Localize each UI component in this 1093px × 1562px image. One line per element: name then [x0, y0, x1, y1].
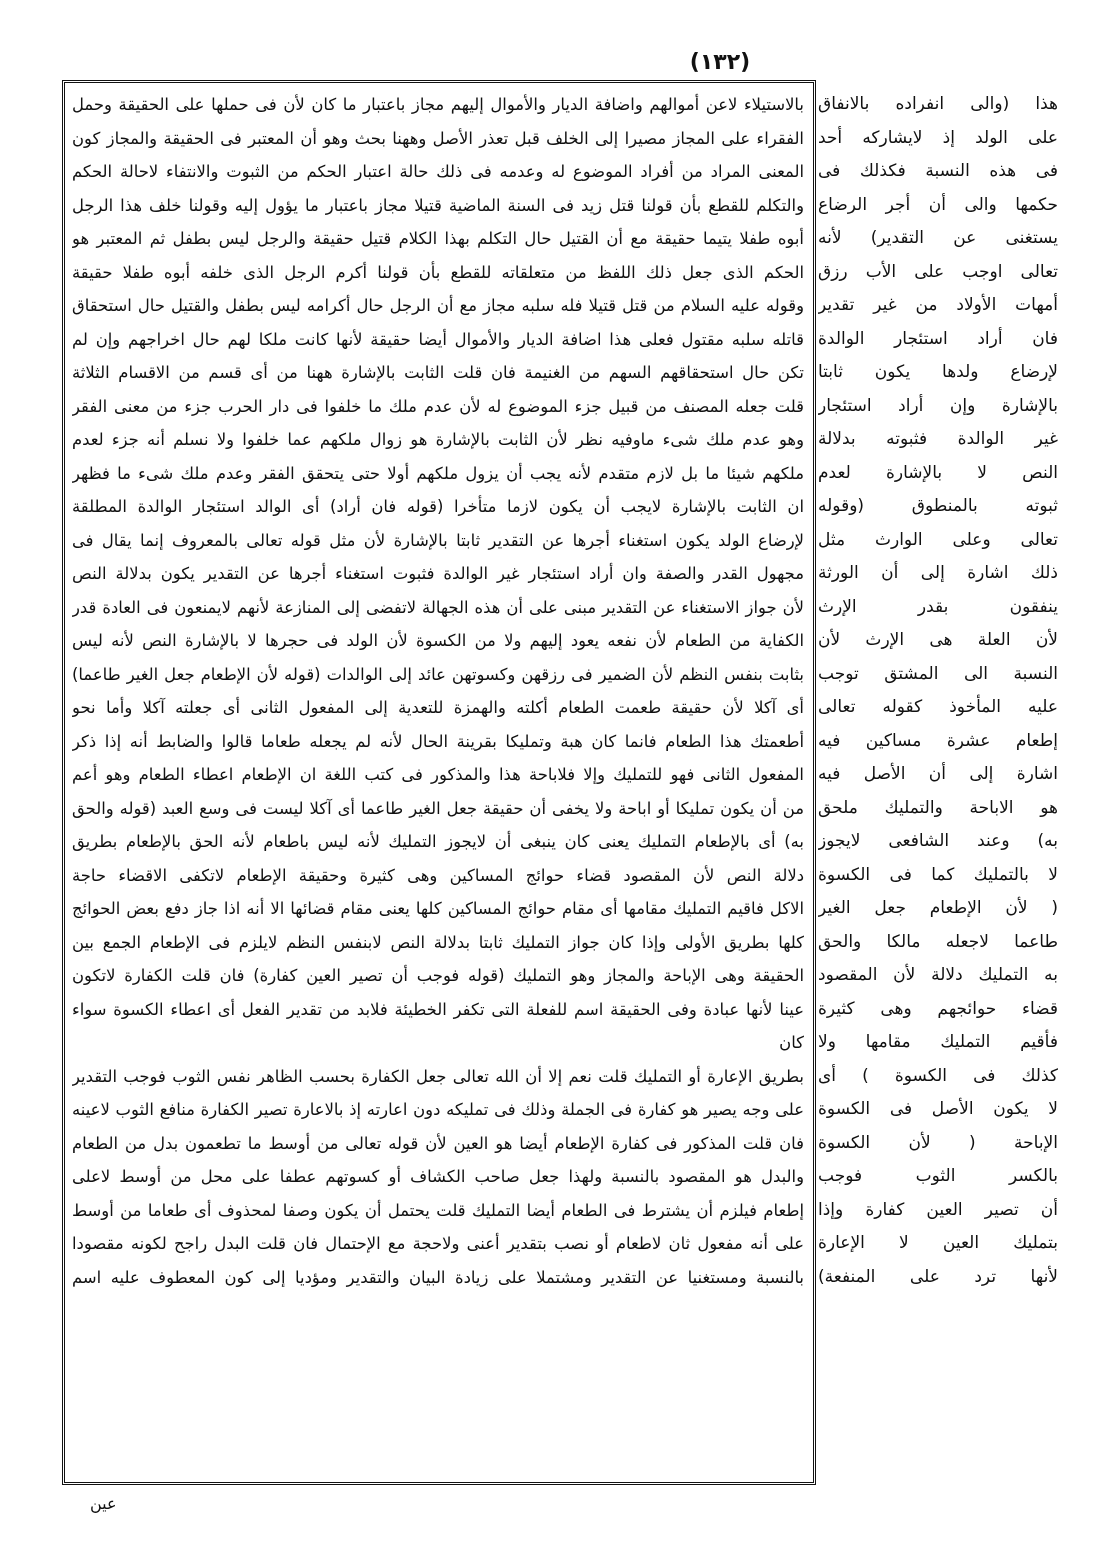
- commentary-line: الفقراء على المجاز مصيرا إلى الخلف قبل تعذر الأصل وههنا بحث وهو أن المعتبر فى الحقيقة والمجاز كون: [72, 128, 804, 148]
- commentary-line: المفعول الثانى فهو للتمليك وإلا فلاباحة هذا والمذكور فى كتب اللغة ان الإطعام اعطاء الطعام وهو أعم: [72, 765, 804, 784]
- marginal-line: غير الوالدة فثبوته بدلالة: [818, 429, 1058, 449]
- commentary-line: تكن حال استحقاقهم السهم من الغنيمة فان قلت الثابت بالإشارة ههنا من أى قسم من الاقسام الثلاثة: [72, 363, 804, 382]
- marginal-line: هذا (والى انفراده بالانفاق: [818, 94, 1058, 114]
- marginal-line: بالكسر الثوب فوجب: [818, 1166, 1058, 1186]
- commentary-line: أطعمتك هذا الطعام فانما كان هبة وتمليكا بقرينة الحال لأنه لم يجعله طعاما قالوا والضابط أنه إذا ذكر: [72, 731, 804, 751]
- page-number: (١٣٢): [689, 50, 751, 75]
- commentary-line: على وجه يصير هو كفارة فى الجملة وذلك فى تمليكه دون اعارته إذ بالاعارة تصير الكفارة منافع الثوب لاعينه: [72, 1100, 804, 1119]
- marginal-line: كذلك فى الكسوة ) أى: [818, 1065, 1058, 1086]
- commentary-line: المعنى المراد من أفراد الموضوع له وعدمه فى ذلك حالة اعتبار الحكم من الثبوت والانتفاء لاحالة الحكم: [72, 162, 804, 181]
- commentary-line: بثابت بنفس النظم لأن الضمير فى رزقهن وكسوتهن عائد إلى الوالدات (قوله لأن الإطعام جعل الغير طاعما): [72, 664, 804, 684]
- commentary-text-block: [72, 88, 804, 1478]
- commentary-line: وقوله عليه السلام من قتل قتيلا فله سلبه مجاز مع أن الرجل حال أكرامه ليس بطفل والقتيل حال استحقاق: [72, 296, 804, 315]
- commentary-line: بطريق الإعارة أو التمليك قلت نعم إلا أن الله تعالى جعل الكفارة بحسب الظاهر نفس الثوب فوجب التقدير: [72, 1066, 804, 1086]
- commentary-line: من أن يكون تمليكا أو اباحة ولا يخفى أن حقيقة جعل الغير طاعما أى آكلا ليست فى وسع العبد (قوله والحق: [72, 798, 804, 818]
- marginal-line: ينفقون بقدر الإرث: [818, 596, 1058, 617]
- commentary-line: والتكلم للقطع بأن قولنا قتل زيد فى السنة الماضية قتيلا مجاز باعتبار ما يؤول إليه وقولنا خلف هذا الرجل: [72, 195, 804, 215]
- marginal-line: قضاء حوائجهم وهى كثيرة: [818, 998, 1058, 1019]
- commentary-line: الاكل فاقيم التمليك مقامها أى مقام حوائج المساكين كلها يعنى مقام قضائها الا أنه اذا جاز دفع بعض الحوائج: [72, 899, 804, 918]
- commentary-line: ملكهم شيئا ما بل لازم متقدم لأنه يجب أن يزول ملكهم أولا حتى يتحقق الفقر وعدم ملك شىء ما فظهر: [72, 463, 804, 483]
- marginal-line: ( لأن الإطعام جعل الغير: [818, 898, 1058, 918]
- marginal-line: أن تصير العين كفارة وإذا: [818, 1199, 1058, 1220]
- marginal-line: لإرضاع ولدها يكون ثابتا: [818, 362, 1058, 382]
- marginal-line: فأقيم التمليك مقامها ولا: [818, 1032, 1058, 1052]
- marginal-line: لأنها ترد على المنفعة): [818, 1266, 1058, 1287]
- commentary-line: بالنسبة ومستغنيا عن التقدير ومشتملا على زيادة البيان والتقدير ومؤديا إلى كون المعطوف عليه اسم: [72, 1267, 804, 1287]
- marginal-line: الإباحة ( لأن الكسوة: [818, 1132, 1058, 1153]
- marginal-line: بتمليك العين لا الإعارة: [818, 1233, 1058, 1253]
- marginal-text-block: [818, 88, 1058, 1488]
- commentary-line: والبدل هو المقصود بالنسبة ولهذا جعل صاحب الكشاف أو كسوتهم عطفا على محل من أوسط لاعلى: [72, 1167, 804, 1186]
- commentary-line: قاتله سلبه مقتول فعلى هذا اضافة الديار والأموال أيضا حقيقة لأنها كانت ملكا لهم حال اخراجهم وإن لم: [72, 329, 804, 349]
- commentary-line: الحكم الذى جعل ذلك اللفظ من متعلقاته للقطع بأن قولنا أكرم الرجل الذى خلفه أبوه طفلا حقيقة: [72, 262, 804, 282]
- catchword: عين: [90, 1494, 117, 1513]
- marginal-line: ذلك اشارة إلى أن الورثة: [818, 563, 1058, 583]
- marginal-line: لا يكون الأصل فى الكسوة: [818, 1099, 1058, 1119]
- commentary-line: مجهول القدر والصفة وان أراد استئجار غير الوالدة فثبوت استغناء أجرها عن التقدير يكون بدلالة النص: [72, 564, 804, 583]
- marginal-line: إطعام عشرة مساكين فيه: [818, 730, 1058, 751]
- commentary-line: على أنه مفعول ثان لاطعام أو نصب بتقدير أعنى ولاحجة مع الإحتمال فان قلت البدل راجح لكونه مقصودا: [72, 1234, 804, 1253]
- marginal-line: أمهات الأولاد من غير تقدير: [818, 295, 1058, 315]
- marginal-line: النص لا بالإشارة لعدم: [818, 462, 1058, 483]
- marginal-line: تعالى وعلى الوارث مثل: [818, 529, 1058, 550]
- commentary-line: الكفاية من الطعام لأن نفعه يعود إليهم ولا من الكسوة لأن الولد فى حجرها لا بالإشارة النص لأنه ليس: [72, 631, 804, 650]
- marginal-line: فان أراد استئجار الوالدة: [818, 328, 1058, 349]
- marginal-line: حكمها والى أن أجر الرضاع: [818, 194, 1058, 215]
- marginal-line: بالإشارة وإن أراد استئجار: [818, 395, 1058, 416]
- marginal-line: تعالى اوجب على الأب رزق: [818, 261, 1058, 282]
- commentary-line: أى آكلا لأن حقيقة طعمت الطعام أكلته والهمزة للتعدية إلى المفعول الثانى أى جعلته آكلا وأما نحو: [72, 698, 804, 717]
- marginal-line: يستغنى عن التقدير) لأنه: [818, 228, 1058, 248]
- commentary-line: وهو عدم ملك شىء ماوفيه نظر لأن الثابت بالإشارة هو زوال ملكهم عما خلفوا ولا نسلم أنه جزء لعدم: [72, 430, 804, 449]
- marginal-line: هو الاباحة والتمليك ملحق: [818, 797, 1058, 818]
- marginal-line: طاعما لاجعله مالكا والحق: [818, 931, 1058, 952]
- marginal-line: فى هذه النسبة فكذلك فى: [818, 161, 1058, 181]
- marginal-line: ثبوته بالمنطوق (وقوله: [818, 496, 1058, 516]
- commentary-line: إطعام فيلزم أن يشترط فى الطعام أيضا التمليك قلت يحتمل أن يكون وصفا لمحذوف أى طعاما من أوسط: [72, 1200, 804, 1220]
- commentary-line: لأن جواز الاستغناء عن التقدير مبنى على أن هذه الجهالة لاتفضى إلى المنازعة لأنهم لايمنعون فى العادة قدر: [72, 597, 804, 617]
- marginal-line: على الولد إذ لايشاركه أحد: [818, 127, 1058, 148]
- commentary-line: ان الثابت بالإشارة لايجب أن يكون لازما متأخرا (قوله فان أراد) أى الوالد استئجار الوالدة المطلقة: [72, 497, 804, 516]
- commentary-line: أبوه طفلا يتيما حقيقة مع أن القتيل حال التكلم بهذا الكلام قتيل حقيقة والرجل ليس بطفل ثم المعتبر هو: [72, 229, 804, 248]
- commentary-line: الحقيقة وهى الإباحة والمجاز وهو التمليك (قوله فوجب أن تصير العين كفارة) فان قلت الكفارة لاتكون: [72, 966, 804, 985]
- commentary-line: بالاستيلاء لاعن أموالهم واضافة الديار والأموال إليهم مجاز باعتبار ما كان لأن فى حملها على الحقيقة وحمل: [72, 95, 804, 114]
- commentary-line: عينا لأنها عبادة وفى الحقيقة اسم للفعلة التى تكفر الخطيئة فلابد من تقدير الفعل أى اعطاء الكسوة سواء كان: [72, 999, 804, 1052]
- marginal-line: النسبة الى المشتق توجب: [818, 663, 1058, 684]
- marginal-line: به التمليك دلالة لأن المقصود: [818, 965, 1058, 985]
- marginal-line: اشارة إلى أن الأصل فيه: [818, 764, 1058, 784]
- commentary-line: به) أى بالإطعام التمليك يعنى كان ينبغى أن لايجوز التمليك لأنه ليس باطعام لأنه الحق بالإطعام بطريق: [72, 832, 804, 851]
- marginal-line: عليه المأخوذ كقوله تعالى: [818, 697, 1058, 717]
- marginal-line: به) وعند الشافعى لايجوز: [818, 831, 1058, 851]
- commentary-line: لإرضاع الولد يكون استغناء أجرها عن التقدير ثابتا بالإشارة لأن مثل قوله تعالى بالمعروف إنما يقال فى: [72, 530, 804, 550]
- commentary-line: قلت جعله المصنف من قبيل جزء الموضوع له لأن عدم ملك ما خلفوا فى دار الحرب جزء من معنى الفقر: [72, 396, 804, 416]
- marginal-line: لا بالتمليك كما فى الكسوة: [818, 864, 1058, 885]
- marginal-line: لأن العلة هى الإرث لأن: [818, 630, 1058, 650]
- commentary-line: دلالة النص لأن المقصود قضاء حوائج المساكين وهى كثيرة وحقيقة الإطعام لاتكفى الاقضاء حاجة: [72, 865, 804, 885]
- commentary-line: كلها بطريق الأولى وإذا كان جواز التمليك ثابتا بدلالة النص لابنفس النظم لايلزم فى الإطعام الجمع بين: [72, 932, 804, 952]
- commentary-line: فان قلت المذكور فى كفارة الإطعام أيضا هو العين لأن قوله تعالى من أوسط ما تطعمون بدل من الطعام: [72, 1133, 804, 1153]
